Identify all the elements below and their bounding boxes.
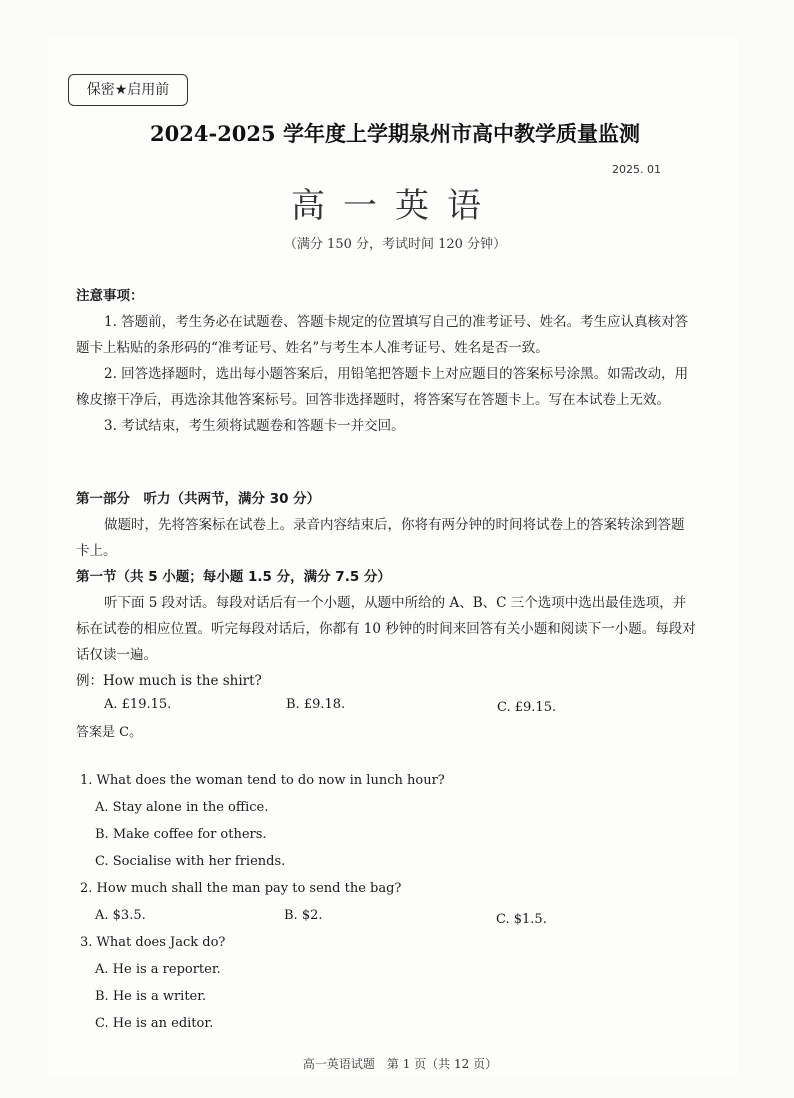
confidential-stamp: 保密★启用前 (68, 74, 188, 106)
q1-option-a: A. Stay alone in the office. (95, 800, 269, 815)
example-question: 例：How much is the shirt? (76, 673, 262, 689)
part1-heading: 第一部分 听力（共两节，满分 30 分） (76, 491, 321, 507)
notice-item: 2. 回答选择题时，选出每小题答案后，用铅笔把答题卡上对应题目的答案标号涂黑。如需改动，用橡皮擦干净后，再选涂其他答案标号。回答非选择题时，将答案写在答题卡上。写在本试卷上无效。 (76, 366, 689, 408)
section1-heading: 第一节（共 5 小题；每小题 1.5 分，满分 7.5 分） (76, 569, 391, 585)
part1-intro: 做题时，先将答案标在试卷上。录音内容结束后，你将有两分钟的时间将试卷上的答案转涂到答题卡上。 (76, 517, 685, 559)
q2-option-c: C. $1.5. (496, 912, 547, 927)
example-option-c: C. £9.15. (497, 700, 557, 715)
question-3: 3. What does Jack do? (80, 935, 226, 950)
part1-section (76, 486, 696, 694)
q3-option-a: A. He is a reporter. (95, 962, 221, 977)
q1-option-c: C. Socialise with her friends. (95, 854, 286, 869)
q1-option-b: B. Make coffee for others. (95, 827, 267, 842)
subject-title: 高一英语 (291, 186, 499, 226)
example-option-a: A. £19.15. (104, 697, 172, 712)
score-note: （满分 150 分，考试时间 120 分钟） (283, 237, 507, 252)
q2-option-b: B. $2. (284, 908, 323, 923)
question-1: 1. What does the woman tend to do now in lunch hour? (80, 773, 445, 788)
exam-title: 2024-2025 学年度上学期泉州市高中教学质量监测 (150, 121, 640, 146)
page-footer: 高一英语试题 第 1 页（共 12 页） (302, 1057, 498, 1071)
exam-date: 2025. 01 (612, 163, 661, 176)
notice-item: 3. 考试结束，考生须将试题卷和答题卡一并交回。 (104, 418, 405, 434)
example-option-b: B. £9.18. (286, 697, 346, 712)
section1-intro: 听下面 5 段对话。每段对话后有一个小题，从题中所给的 A、B、C 三个选项中选出最佳选项，并标在试卷的相应位置。听完每段对话后，你都有 10 秒钟的时间来回答有关小题和阅读下一小题。每段对话仅读一遍。 (76, 595, 696, 663)
q2-option-a: A. $3.5. (95, 908, 146, 923)
q3-option-b: B. He is a writer. (95, 989, 207, 1004)
notice-heading: 注意事项： (76, 288, 144, 304)
notice-section (76, 283, 696, 439)
question-2: 2. How much shall the man pay to send the bag? (80, 881, 402, 896)
q3-option-c: C. He is an editor. (95, 1016, 214, 1031)
example-answer: 答案是 C。 (76, 725, 143, 740)
notice-item: 1. 答题前，考生务必在试题卷、答题卡规定的位置填写自己的准考证号、姓名。考生应认真核对答题卡上粘贴的条形码的“准考证号、姓名”与考生本人准考证号、姓名是否一致。 (76, 314, 689, 356)
